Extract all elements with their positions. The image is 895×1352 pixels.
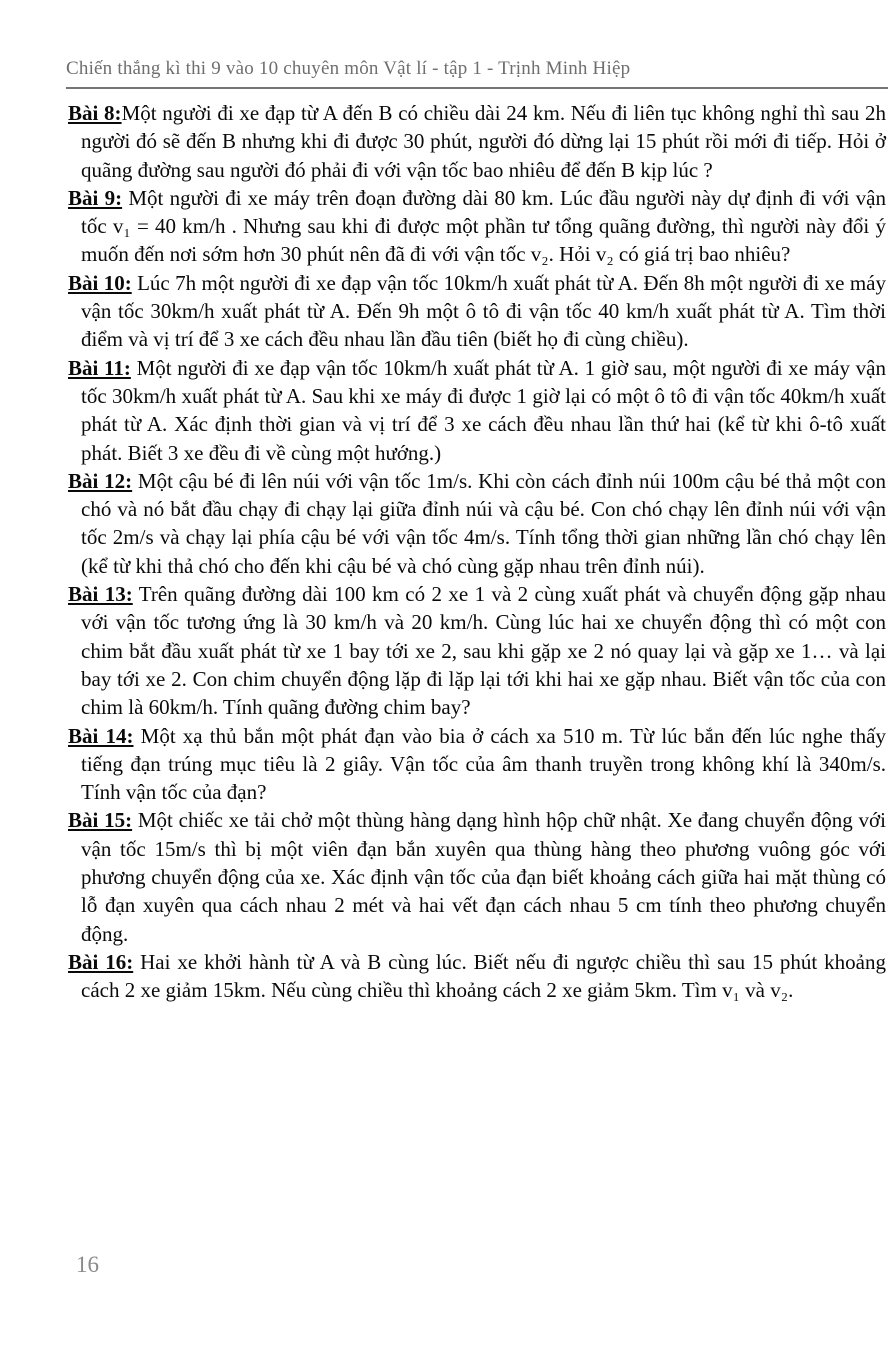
problem-bai-8: [68, 99, 886, 184]
problem-text: Lúc 7h một người đi xe đạp vận tốc 10km/h xuất phát từ A. Đến 8h một người đi xe máy vận tốc 30km/h xuất phát từ A. Đến 9h một ô tô đi vận tốc 40 km/h xuất phát từ A. Tìm thời điểm và vị trí để 3 xe cách đều nhau lần đầu tiên (biết họ đi cùng chiều).: [81, 270, 886, 352]
problem-bai-9: [68, 184, 886, 269]
problem-text: Một người đi xe máy trên đoạn đường dài 80 km. Lúc đầu người này dự định đi với vận tốc v₁ = 40 km/h . Nhưng sau khi đi được một phần tư tổng quãng đường, thì người này đổi ý muốn đến nơi sớm hơn 30 phút nên đã đi với vận tốc v₂. Hỏi v₂ có giá trị bao nhiêu?: [81, 185, 886, 267]
problem-text: Một cậu bé đi lên núi với vận tốc 1m/s. Khi còn cách đỉnh núi 100m cậu bé thả một con chó và nó bắt đầu chạy đi chạy lại giữa đỉnh núi và cậu bé. Con chó chạy lên đỉnh núi với vận tốc 2m/s và chạy lại phía cậu bé với vận tốc 4m/s. Tính tổng thời gian những lần chó chạy lên (kể từ khi thả chó cho đến khi cậu bé và chó cùng gặp nhau trên đỉnh núi).: [81, 468, 886, 578]
problem-text: Một chiếc xe tải chở một thùng hàng dạng hình hộp chữ nhật. Xe đang chuyển động với vận tốc 15m/s thì bị một viên đạn bắn xuyên qua thùng hàng theo phương vuông góc với phương chuyển động của xe. Xác định vận tốc của đạn biết khoảng cách giữa hai mặt thùng có lỗ đạn xuyên qua cách nhau 2 mét và hai vết đạn cách nhau 5 cm tính theo phương chuyển động.: [81, 808, 886, 946]
problem-label: Bài 12:: [68, 468, 133, 493]
problem-text: Một xạ thủ bắn một phát đạn vào bia ở cách xa 510 m. Từ lúc bắn đến lúc nghe thấy tiếng đạn trúng mục tiêu là 2 giây. Vận tốc của âm thanh truyền trong không khí là 340m/s. Tính vận tốc của đạn?: [81, 723, 886, 805]
page-number: 16: [76, 1252, 99, 1277]
problem-label: Bài 14:: [68, 723, 134, 748]
problem-label: Bài 11:: [68, 355, 131, 380]
problem-bai-11: [68, 354, 886, 467]
problem-label: Bài 16:: [68, 949, 134, 974]
problem-bai-15: [68, 806, 886, 947]
problem-bai-10: [68, 269, 886, 354]
problem-text: Hai xe khởi hành từ A và B cùng lúc. Biết nếu đi ngược chiều thì sau 15 phút khoảng cách 2 xe giảm 15km. Nếu cùng chiều thì khoảng cách 2 xe giảm 5km. Tìm v₁ và v₂.: [81, 949, 886, 1003]
problem-label: Bài 10:: [68, 270, 132, 295]
problem-text: Trên quãng đường dài 100 km có 2 xe 1 và 2 cùng xuất phát và chuyển động gặp nhau với vận tốc tương ứng là 30 km/h và 20 km/h. Cùng lúc hai xe chuyển động thì có một con chim bắt đầu xuất phát từ xe 1 bay tới xe 2, sau khi gặp xe 2 nó quay lại và gặp xe 1… và lại bay tới xe 2. Con chim chuyển động lặp đi lặp lại tới khi hai xe gặp nhau. Biết vận tốc của con chim là 60km/h. Tính quãng đường chim bay?: [81, 582, 886, 720]
problem-text: Một người đi xe đạp từ A đến B có chiều dài 24 km. Nếu đi liên tục không nghỉ thì sau 2h người đó sẽ đến B nhưng khi đi được 30 phút, người đó dừng lại 15 phút rồi mới đi tiếp. Hỏi ở quãng đường sau người đó phải đi với vận tốc bao nhiêu để đến B kịp lúc ?: [81, 101, 886, 182]
problem-text: Một người đi xe đạp vận tốc 10km/h xuất phát từ A. 1 giờ sau, một người đi xe máy vận tốc 30km/h xuất phát từ A. Sau khi xe máy đi được 1 giờ lại có một ô tô đi vận tốc 40km/h xuất phát từ A. Xác định thời gian và vị trí để 3 xe cách đều nhau lần thứ hai (kể từ khi ô-tô xuất phát. Biết 3 xe đều đi về cùng một hướng.): [81, 355, 886, 465]
problem-label: Bài 15:: [68, 808, 133, 833]
problem-bai-12: [68, 467, 886, 580]
problem-bai-13: [68, 580, 886, 721]
running-header-title: Chiến thắng kì thi 9 vào 10 chuyên môn Vật lí - tập 1 - Trịnh Minh Hiệp: [66, 58, 888, 89]
problem-label: Bài 8:: [68, 101, 122, 125]
problem-label: Bài 9:: [68, 185, 123, 210]
problem-bai-14: [68, 722, 886, 807]
problem-label: Bài 13:: [68, 582, 133, 607]
problem-bai-16: [68, 948, 886, 1005]
problem-list: [68, 99, 886, 1005]
